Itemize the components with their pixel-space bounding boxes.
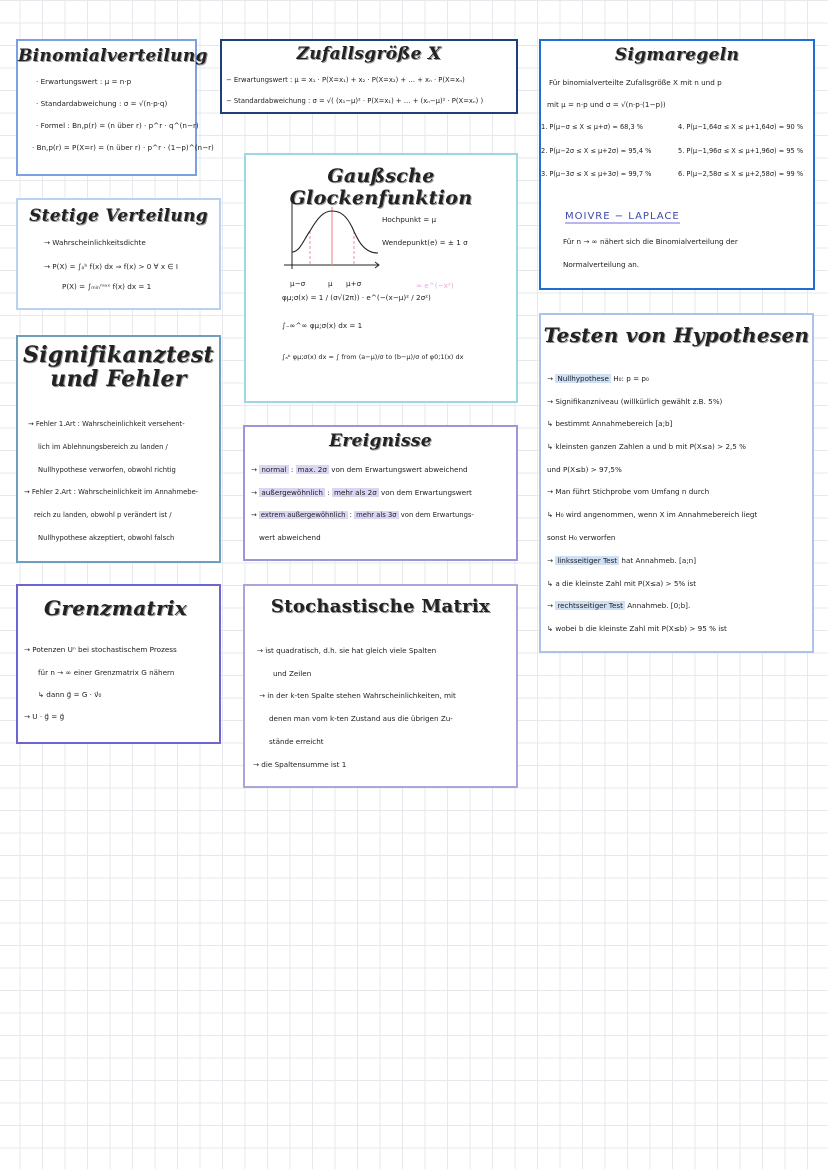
card-signifikanztest: [16, 335, 221, 563]
card-hypothesen: [539, 313, 814, 653]
zufall-line-2: − Standardabweichung : σ = √( (x₁−μ)² · P(X=x₁) + … + (xₙ−μ)² · P(X=xₙ) ): [226, 97, 484, 105]
stochmatrix-line-4: denen man vom k-ten Zustand aus die übrigen Zu-: [269, 714, 453, 723]
gauss-formula-2: ∫₋∞^∞ φμ;σ(x) dx = 1: [282, 321, 363, 330]
card-ereignisse: [243, 425, 518, 561]
binomial-line-2: · Standardabweichung : σ = √(n·p·q): [36, 99, 168, 108]
gauss-formula-1-approx: ≈ e^(−x²): [416, 281, 454, 290]
title-gauss: Gaußsche Glockenfunktion: [289, 165, 473, 209]
card-sigmaregeln: [539, 39, 815, 290]
line-text: und P(X≤b) > 97,5%: [547, 465, 622, 474]
ereignis-range: mehr als 3σ: [356, 511, 397, 519]
ereignis-range: max. 2σ: [297, 465, 327, 474]
line-text: wobei b die kleinste Zahl mit P(X≤b) > 95 % ist: [555, 624, 727, 633]
hypothese-line-3: [547, 419, 672, 428]
arrow-icon: →: [547, 556, 556, 565]
binomial-line-1: · Erwartungswert : μ = n·p: [36, 77, 132, 86]
title-signifikanztest-1: Signifikanztest: [23, 342, 214, 368]
return-arrow-icon: ↳: [547, 579, 556, 588]
ereignis-description: von dem Erwartungswert abweichend: [331, 465, 468, 474]
return-arrow-icon: ↳: [547, 442, 556, 451]
title-stetige-verteilung: Stetige Verteilung: [29, 206, 208, 226]
gauss-hochpunkt: Hochpunkt = μ: [382, 215, 437, 224]
card-grenzmatrix: [16, 584, 221, 744]
sigma-rule-3: 3. P(μ−3σ ≤ X ≤ μ+3σ) ≈ 99,7 %: [541, 170, 652, 178]
binomial-line-4: · Bn,p(r) = P(X=r) = (n über r) · p^r · (1−p)^(n−r): [32, 143, 214, 152]
ereignis-row-extrem: [251, 511, 474, 519]
sigma-rule-1: 1. P(μ−σ ≤ X ≤ μ+σ) ≈ 68,3 %: [541, 123, 644, 131]
hypothese-line-4: [547, 442, 746, 451]
line-text: a die kleinste Zahl mit P(X≤a) > 5% ist: [555, 579, 697, 588]
line-text: H₀ wird angenommen, wenn X im Annahmebereich liegt: [555, 510, 758, 519]
return-arrow-icon: ↳: [547, 624, 556, 633]
hypothese-line-7: [547, 510, 757, 519]
ereignis-description: von dem Erwartungswert: [381, 488, 472, 497]
arrow-icon: →: [251, 488, 258, 497]
sigma-intro-2: mit μ = n·p und σ = √(n·p·(1−p)): [547, 100, 666, 109]
stochmatrix-line-3: → in der k-ten Spalte stehen Wahrscheinlichkeiten, mit: [259, 691, 456, 700]
axis-label-mu-plus-sigma: μ+σ: [346, 279, 362, 288]
separator: :: [290, 465, 294, 474]
card-gauss: [244, 153, 518, 403]
stochmatrix-line-5: stände erreicht: [269, 737, 324, 746]
sigma-rule-2: 2. P(μ−2σ ≤ X ≤ μ+2σ) ≈ 95,4 %: [541, 147, 652, 155]
moivre-text-2: Normalverteilung an.: [563, 260, 640, 269]
signifikanz-line-4: → Fehler 2.Art : Wahrscheinlichkeit im Annahmebe-: [24, 488, 199, 496]
title-signifikanztest-2: und Fehler: [50, 366, 187, 392]
return-arrow-icon: ↳: [547, 510, 556, 519]
ereignis-term: extrem außergewöhnlich: [260, 511, 346, 519]
line-text: H₀: p = p₀: [610, 374, 649, 383]
arrow-icon: →: [251, 465, 258, 474]
sigma-rule-5: 5. P(μ−1,96σ ≤ X ≤ μ+1,96σ) ≈ 95 %: [678, 147, 804, 155]
hypothese-line-11: [547, 601, 690, 610]
signifikanz-line-1: → Fehler 1.Art : Wahrscheinlichkeit versehent-: [28, 420, 185, 428]
hypothese-line-5: [547, 465, 622, 474]
grenzmatrix-line-2: für n → ∞ einer Grenzmatrix G nähern: [38, 668, 175, 677]
moivre-laplace-heading: MOIVRE − LAPLACE: [565, 211, 680, 222]
hypothese-line-6: [547, 487, 709, 496]
signifikanz-line-6: Nullhypothese akzeptiert, obwohl falsch: [38, 534, 175, 542]
card-stetige-verteilung: [16, 198, 221, 310]
ereignis-description: von dem Erwartungs-: [400, 511, 474, 519]
line-text: Annahmeb. [0;b].: [624, 601, 691, 610]
stochmatrix-line-1: → ist quadratisch, d.h. sie hat gleich viele Spalten: [257, 646, 437, 655]
stochmatrix-line-6: → die Spaltensumme ist 1: [253, 760, 347, 769]
stochmatrix-line-2: und Zeilen: [273, 669, 312, 678]
sigma-rule-4: 4. P(μ−1,64σ ≤ X ≤ μ+1,64σ) ≈ 90 %: [678, 123, 804, 131]
ereignis-range: mehr als 2σ: [333, 488, 377, 497]
signifikanz-line-2: lich im Ablehnungsbereich zu landen /: [38, 443, 168, 451]
line-text: bestimmt Annahmebereich [a;b]: [555, 419, 673, 428]
title-hypothesen: Testen von Hypothesen: [543, 323, 810, 347]
signifikanz-line-3: Nullhypothese verworfen, obwohl richtig: [38, 466, 176, 474]
arrow-icon: →: [547, 374, 556, 383]
hypothese-line-10: [547, 579, 696, 588]
sigma-intro-1: Für binomialverteilte Zufallsgröße X mit n und p: [549, 78, 722, 87]
card-stochastische-matrix: [243, 584, 518, 788]
gauss-formula-3: ∫ₐᵇ φμ;σ(x) dx = ∫ from (a−μ)/σ to (b−μ)/σ of φ0;1(x) dx: [282, 353, 464, 361]
arrow-icon: →: [251, 511, 257, 519]
title-sigmaregeln: Sigmaregeln: [614, 45, 740, 65]
grenzmatrix-line-3: ↳ dann g⃗ = G · v⃗₀: [38, 690, 102, 699]
highlight-term: Nullhypothese: [557, 374, 609, 383]
title-grenzmatrix: Grenzmatrix: [44, 596, 187, 620]
grenzmatrix-line-4: → U · g⃗ = g⃗: [24, 712, 65, 721]
title-zufallsgroesse: Zufallsgröße X: [296, 44, 442, 64]
sigma-rule-6: 6. P(μ−2,58σ ≤ X ≤ μ+2,58σ) ≈ 99 %: [678, 170, 804, 178]
axis-label-mu: μ: [328, 279, 333, 288]
binomial-line-3: · Formel : Bn,p(r) = (n über r) · p^r · q^(n−r): [36, 121, 199, 130]
line-text: kleinsten ganzen Zahlen a und b mit P(X≤a) > 2,5 %: [555, 442, 746, 451]
line-text: Signifikanzniveau (willkürlich gewählt z.B. 5%): [555, 397, 723, 406]
title-binomialverteilung: Binomialverteilung: [18, 46, 208, 66]
line-text: sonst H₀ verworfen: [547, 533, 616, 542]
gauss-wendepunkt: Wendepunkt(e) = ± 1 σ: [382, 238, 468, 247]
zufall-line-1: − Erwartungswert : μ = x₁ · P(X=x₁) + x₂ · P(X=x₂) + … + xₙ · P(X=xₙ): [226, 76, 465, 84]
ereignis-row-aussergewoehnlich: [251, 488, 472, 497]
title-stochastische-matrix: Stochastische Matrix: [270, 596, 491, 617]
separator: :: [349, 511, 352, 519]
grenzmatrix-line-1: → Potenzen Uⁿ bei stochastischem Prozess: [24, 645, 177, 654]
stetig-line-1: → Wahrscheinlichkeitsdichte: [44, 238, 146, 247]
return-arrow-icon: ↳: [547, 419, 556, 428]
ereignis-term: normal: [261, 465, 287, 474]
bell-curve-graph: [282, 197, 382, 277]
highlight-term: linksseitiger Test: [557, 556, 618, 565]
arrow-icon: →: [547, 397, 556, 406]
hypothese-line-12: [547, 624, 727, 633]
hypothese-line-8: [547, 533, 616, 542]
arrow-icon: →: [547, 601, 556, 610]
ereignis-row-normal: [251, 465, 468, 474]
stetig-line-3: P(X) = ∫ₘᵢₙᵐᵃˣ f(x) dx = 1: [62, 282, 152, 291]
stetig-line-2: → P(X) = ∫ₐᵇ f(x) dx ⇒ f(x) > 0 ∀ x ∈ I: [44, 262, 179, 271]
line-text: Man führt Stichprobe vom Umfang n durch: [555, 487, 710, 496]
hypothese-line-1: [547, 374, 649, 383]
ereignis-term: außergewöhnlich: [261, 488, 323, 497]
title-ereignisse: Ereignisse: [329, 431, 432, 451]
hypothese-line-2: [547, 397, 722, 406]
hypothese-line-9: [547, 556, 696, 565]
card-zufallsgroesse: [220, 39, 518, 114]
highlight-term: rechtsseitiger Test: [557, 601, 623, 610]
moivre-text-1: Für n → ∞ nähert sich die Binomialverteilung der: [563, 237, 738, 246]
card-binomialverteilung: [16, 39, 214, 176]
axis-label-mu-minus-sigma: μ−σ: [290, 279, 306, 288]
arrow-icon: →: [547, 487, 556, 496]
signifikanz-line-5: reich zu landen, obwohl p verändert ist /: [34, 511, 172, 519]
gauss-formula-1: φμ;σ(x) = 1 / (σ√(2π)) · e^(−(x−μ)² / 2σ²): [282, 293, 431, 302]
ereignis-continuation: wert abweichend: [259, 533, 321, 542]
line-text: hat Annahmeb. [a;n]: [619, 556, 697, 565]
separator: :: [327, 488, 330, 497]
